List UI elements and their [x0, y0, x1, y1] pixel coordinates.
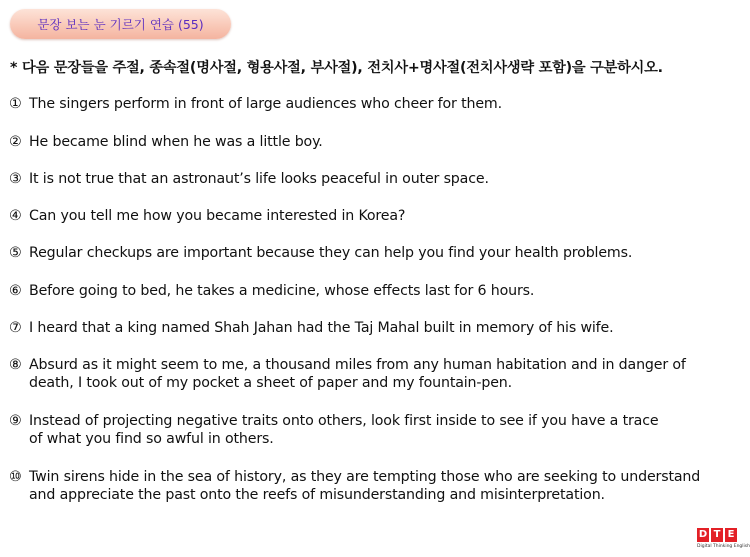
- item-number: ④: [9, 208, 22, 224]
- dte-logo: [697, 528, 750, 554]
- logo-letter: E: [725, 528, 737, 542]
- sentence-item: [9, 244, 734, 262]
- sentence-line: Before going to bed, he takes a medicine, whose effects last for 6 hours.: [29, 283, 535, 299]
- sentence-item: [9, 356, 734, 392]
- sentence-line-continued: of what you find so awful in others.: [29, 431, 274, 447]
- item-number: ①: [9, 96, 22, 112]
- item-number: ⑨: [9, 413, 22, 429]
- sentence-line: Can you tell me how you became interested in Korea?: [29, 208, 406, 224]
- sentence-line: The singers perform in front of large audiences who cheer for them.: [29, 96, 502, 112]
- logo-letter: T: [711, 528, 723, 542]
- item-number: ②: [9, 134, 22, 150]
- logo-letter: D: [698, 529, 708, 540]
- instruction-text: * 다음 문장들을 주절, 종속절(명사절, 형용사절, 부사절), 전치사+명사절(전치사생략 포함)을 구분하시오.: [10, 60, 663, 76]
- sentence-item: [9, 412, 734, 448]
- sentence-line: Absurd as it might seem to me, a thousand miles from any human habitation and in danger of: [29, 357, 686, 373]
- sentence-item: [9, 133, 734, 151]
- sentence-line: Instead of projecting negative traits onto others, look first inside to see if you have a trace: [29, 413, 659, 429]
- lesson-title: 문장 보는 눈 기르기 연습 (55): [37, 17, 204, 32]
- logo-subtitle: Digital Thinking English: [697, 544, 750, 549]
- sentence-item: [9, 170, 734, 188]
- item-number: ⑤: [9, 245, 22, 261]
- sentence-line-continued: and appreciate the past onto the reefs of misunderstanding and misinterpretation.: [29, 487, 605, 503]
- sentence-line: I heard that a king named Shah Jahan had the Taj Mahal built in memory of his wife.: [29, 320, 614, 336]
- sentence-line: He became blind when he was a little boy.: [29, 134, 323, 150]
- item-number: ⑧: [9, 357, 22, 373]
- sentence-line: Regular checkups are important because they can help you find your health problems.: [29, 245, 633, 261]
- sentence-line: Twin sirens hide in the sea of history, as they are tempting those who are seeking to understand: [29, 469, 701, 485]
- sentence-line-continued: death, I took out of my pocket a sheet of paper and my fountain-pen.: [29, 375, 513, 391]
- item-number: ⑩: [9, 469, 22, 485]
- sentence-item: [9, 282, 734, 300]
- logo-mark: [697, 528, 737, 542]
- item-number: ⑥: [9, 283, 22, 299]
- sentence-item: [9, 207, 734, 225]
- sentence-item: [9, 468, 734, 504]
- sentence-item: [9, 319, 734, 337]
- item-number: ⑦: [9, 320, 22, 336]
- sentence-item: [9, 95, 734, 113]
- item-number: ③: [9, 171, 22, 187]
- sentence-line: It is not true that an astronaut’s life looks peaceful in outer space.: [29, 171, 489, 187]
